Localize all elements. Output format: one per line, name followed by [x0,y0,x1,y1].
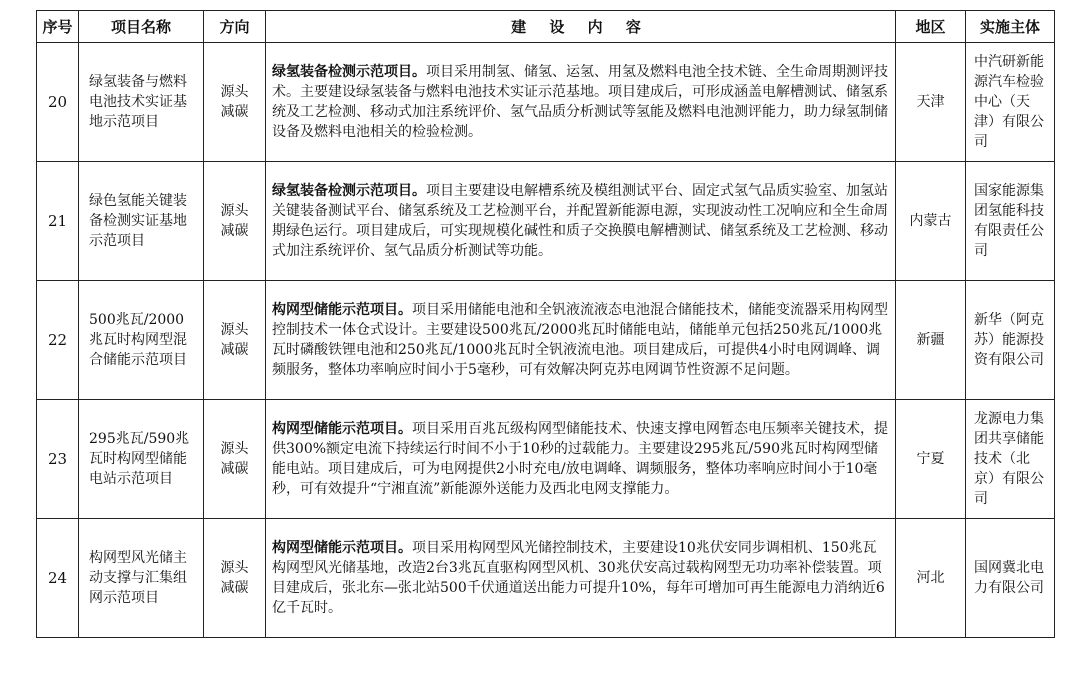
row-project-name: 295兆瓦/590兆瓦时构网型储能电站示范项目 [79,400,204,519]
row-index: 24 [37,519,79,638]
row-content [266,519,896,638]
row-content-title: 构网型储能示范项目。 [272,302,412,318]
header-project-name: 项目名称 [79,11,204,43]
table-header-row [37,11,1055,43]
row-direction: 源头减碳 [204,281,266,400]
row-content-body: 项目采用制氢、储氢、运氢、用氢及燃料电池全技术链、全生命周期测评技术。主要建设绿氢装备与燃料电池技术实证示范基地。项目建成后，可形成涵盖电解槽测试、储氢系统及工艺检测、移动式加注系统评价、氢气品质分析测试等氢能及燃料电池测评能力，助力绿氢制储设备及燃料电池相关的检验检测。 [272,64,888,140]
row-index: 20 [37,43,79,162]
row-content-body: 项目采用百兆瓦级构网型储能技术、快速支撑电网暂态电压频率关键技术，提供300%额定电流下持续运行时间不小于10秒的过载能力。主要建设295兆瓦/590兆瓦时构网型储能电站。项目建成后，可为电网提供2小时充电/放电调峰、调频服务，整体功率响应时间小于10毫秒，可有效提升“宁湘直流”新能源外送能力及西北电网支撑能力。 [272,421,888,497]
table-row [37,281,1055,400]
header-content: 建 设 内 容 [266,11,896,43]
document-page [36,10,1054,638]
row-direction: 源头减碳 [204,162,266,281]
row-direction: 源头减碳 [204,519,266,638]
row-project-name: 绿色氢能关键装备检测实证基地示范项目 [79,162,204,281]
row-content [266,43,896,162]
row-project-name: 500兆瓦/2000兆瓦时构网型混合储能示范项目 [79,281,204,400]
row-entity: 国网冀北电力有限公司 [966,519,1055,638]
row-index: 23 [37,400,79,519]
table-row [37,162,1055,281]
row-content-title: 绿氢装备检测示范项目。 [272,64,426,80]
row-entity: 新华（阿克苏）能源投资有限公司 [966,281,1055,400]
row-content-body: 项目采用构网型风光储控制技术，主要建设10兆伏安同步调相机、150兆瓦构网型风光储基地，改造2台3兆瓦直驱构网型风机、30兆伏安高过载构网型无功功率补偿装置。项目建成后，张北东—张北站500千伏通道送出能力可提升10%，每年可增加可再生能源电力消纳近6亿千瓦时。 [272,540,885,616]
row-region: 天津 [896,43,966,162]
row-index: 21 [37,162,79,281]
header-index: 序号 [37,11,79,43]
row-content [266,162,896,281]
row-region: 新疆 [896,281,966,400]
row-content-body: 项目主要建设电解槽系统及模组测试平台、固定式氢气品质实验室、加氢站关键装备测试平台、储氢系统及工艺检测平台，并配置新能源电源，实现波动性工况响应和全生命周期绿色运行。项目建成后，可实现规模化碱性和质子交换膜电解槽测试、储氢系统及工艺检测、移动式加注系统评价、氢气品质分析测试等功能。 [272,183,888,259]
table-row [37,43,1055,162]
row-region: 内蒙古 [896,162,966,281]
row-content-title: 构网型储能示范项目。 [272,421,412,437]
row-entity: 中汽研新能源汽车检验中心（天津）有限公司 [966,43,1055,162]
project-table [36,10,1055,638]
table-row [37,519,1055,638]
row-entity: 龙源电力集团共享储能技术（北京）有限公司 [966,400,1055,519]
row-entity: 国家能源集团氢能科技有限责任公司 [966,162,1055,281]
row-direction: 源头减碳 [204,400,266,519]
row-content [266,400,896,519]
row-content-title: 构网型储能示范项目。 [272,540,412,556]
header-entity: 实施主体 [966,11,1055,43]
row-region: 河北 [896,519,966,638]
row-project-name: 构网型风光储主动支撑与汇集组网示范项目 [79,519,204,638]
header-direction: 方向 [204,11,266,43]
row-index: 22 [37,281,79,400]
row-direction: 源头减碳 [204,43,266,162]
row-region: 宁夏 [896,400,966,519]
row-content-title: 绿氢装备检测示范项目。 [272,183,426,199]
row-content-body: 项目采用储能电池和全钒液流液态电池混合储能技术，储能变流器采用构网型控制技术一体仓式设计。主要建设500兆瓦/2000兆瓦时储能电站，储能单元包括250兆瓦/1000兆瓦时磷酸铁锂电池和250兆瓦/1000兆瓦时全钒液流电池。项目建成后，可提供4小时电网调峰、调频服务，整体功率响应时间小于5毫秒，可有效解决阿克苏电网调节性资源不足问题。 [272,302,888,378]
header-region: 地区 [896,11,966,43]
table-row [37,400,1055,519]
row-project-name: 绿氢装备与燃料电池技术实证基地示范项目 [79,43,204,162]
row-content [266,281,896,400]
